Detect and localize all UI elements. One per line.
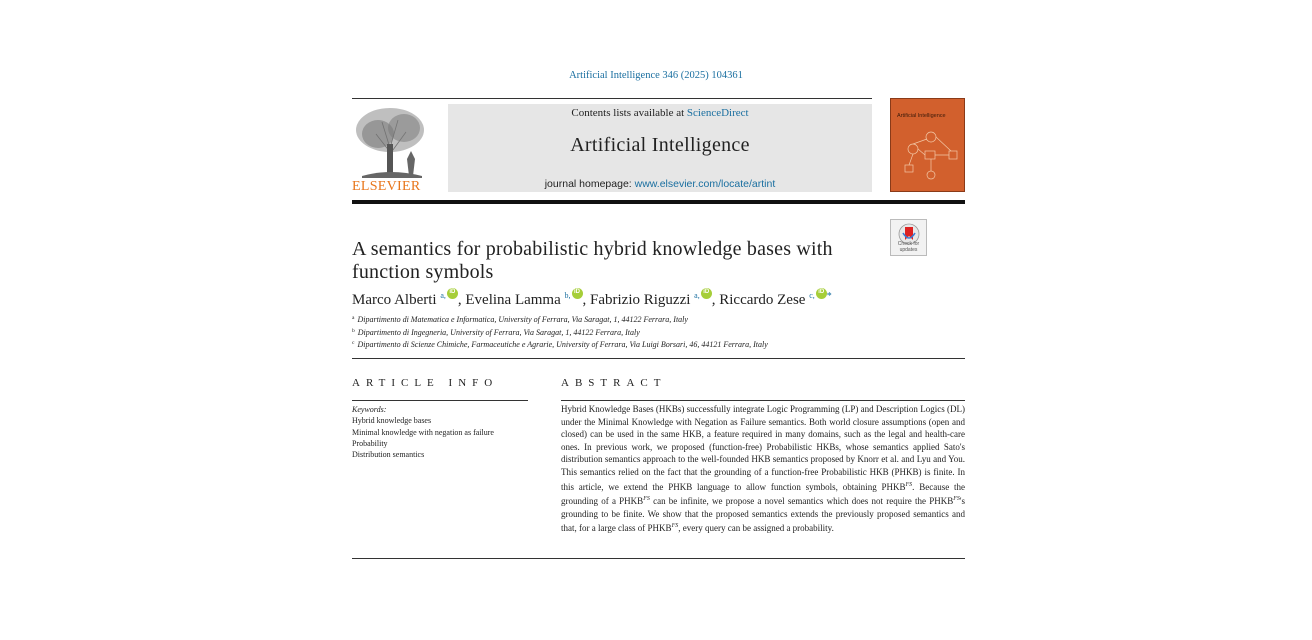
abstract-part: 's grounding to be finite. We show that the proposed semantics extends the previously proposed semantics and that, for a large class of PHKB [561,496,965,534]
keywords-label: Keywords: [352,405,387,414]
keyword-item: Distribution semantics [352,450,425,460]
article-info-rule [352,400,528,401]
affiliation-text: Dipartimento di Matematica e Informatica, University of Ferrara, Via Saragat, 1, 44122 Ferrara, Italy [357,315,688,324]
journal-cover-thumbnail[interactable] [890,98,965,192]
affiliation-list [352,313,768,351]
cover-title: Artificial Intelligence [897,113,946,119]
check-for-updates-label: Check for updates [897,241,920,253]
author-name[interactable]: Marco Alberti [352,292,437,308]
author-affiliation-mark[interactable]: c, [809,291,815,300]
fs-superscript: FS [643,496,650,503]
paper-title: A semantics for probabilistic hybrid knowledge bases with function symbols [352,238,833,283]
contents-line [448,107,872,119]
check-for-updates-button[interactable] [890,219,927,256]
affiliation-mark: b [352,327,355,334]
bottom-rule [352,558,965,559]
cover-graph-illustration [891,99,965,192]
affiliation-text: Dipartimento di Scienze Chimiche, Farmaceutiche e Agrarie, University of Ferrara, Via Luigi Borsari, 46, 44121 Ferrara, Italy [357,340,768,349]
orcid-icon[interactable] [572,288,583,299]
contents-prefix: Contents lists available at [571,107,685,119]
header-top-rule [352,98,872,99]
journal-header-box [448,104,872,192]
journal-citation-link[interactable]: Artificial Intelligence 346 (2025) 104361 [569,70,743,81]
elsevier-wordmark: ELSEVIER [352,179,421,194]
orcid-icon[interactable] [447,288,458,299]
author-list: Marco Alberti $^{a,}$iD , Evelina Lamma $^{b,}$iD , Fabrizio Riguzzi $^{a,}$iD , Riccardo Zese $^{c,}$iD * [352,288,972,309]
author-affiliation-mark[interactable]: a, [694,291,700,300]
abstract-heading: ABSTRACT [561,377,667,389]
article-info-heading: ARTICLE INFO [352,377,499,389]
keyword-item: Probability [352,438,388,448]
author-affiliation-mark[interactable]: a, [440,291,446,300]
orcid-icon[interactable] [701,288,712,299]
keyword-item: Hybrid knowledge bases [352,416,432,426]
affiliation-item [352,326,768,339]
abstract-rule [561,400,965,401]
orcid-icon[interactable] [816,288,827,299]
abstract-part: , every query can be assigned a probability. [678,523,834,534]
header-bottom-rule [352,200,965,204]
author-name[interactable]: Evelina Lamma [465,292,561,308]
journal-title: Artificial Intelligence [570,134,750,156]
author-affiliation-mark[interactable]: b, [564,291,571,300]
keywords-block [352,404,494,460]
abstract-part: Hybrid Knowledge Bases (HKBs) successfully integrate Logic Programming (LP) and Description Logics (DL) under the Minimal Knowledge with Negation as Failure semantics. Both world closure assumptions (open and closed) can be used in the same HKB, a feature required in many domains, such as the legal and health-care ones. In previous work, we proposed (function-free) Probabilistic HKBs, whose semantics applied Sato's distribution semantics approach to the well-founded HKB semantics proposed by Knorr et al. and Lyu and You. This semantics relied on the fact that the grounding of a function-free Probabilistic HKB (PHKB) is finite. In this article, we extend the PHKB language to allow function symbols, obtaining PHKB [561,404,965,492]
author-name[interactable]: Fabrizio Riguzzi [590,292,691,308]
affiliation-item [352,338,768,351]
affiliation-text: Dipartimento di Ingegneria, University of Ferrara, Via Saragat, 1, 44122 Ferrara, Italy [357,327,640,337]
author-name[interactable]: Riccardo Zese [719,292,806,308]
fs-superscript: FS [953,496,960,503]
homepage-line [448,178,872,190]
journal-homepage-link[interactable]: www.elsevier.com/locate/artint [634,178,776,190]
fs-superscript: FS [905,481,913,488]
affiliation-mark: c [352,340,355,346]
keyword-item: Minimal knowledge with negation as failure [352,427,494,437]
homepage-prefix: journal homepage: [544,178,632,190]
corresponding-author-mark[interactable]: * [826,291,832,302]
sciencedirect-link[interactable]: ScienceDirect [686,107,749,119]
affiliation-mark: a [352,315,355,321]
section-divider [352,358,965,359]
abstract-part: . Because the grounding of a PHKB [561,481,965,507]
abstract-text [561,403,965,535]
abstract-part: can be infinite, we propose a novel semantics which does not require the PHKB [649,496,954,507]
fs-superscript: FS [671,523,679,530]
affiliation-item [352,313,768,326]
